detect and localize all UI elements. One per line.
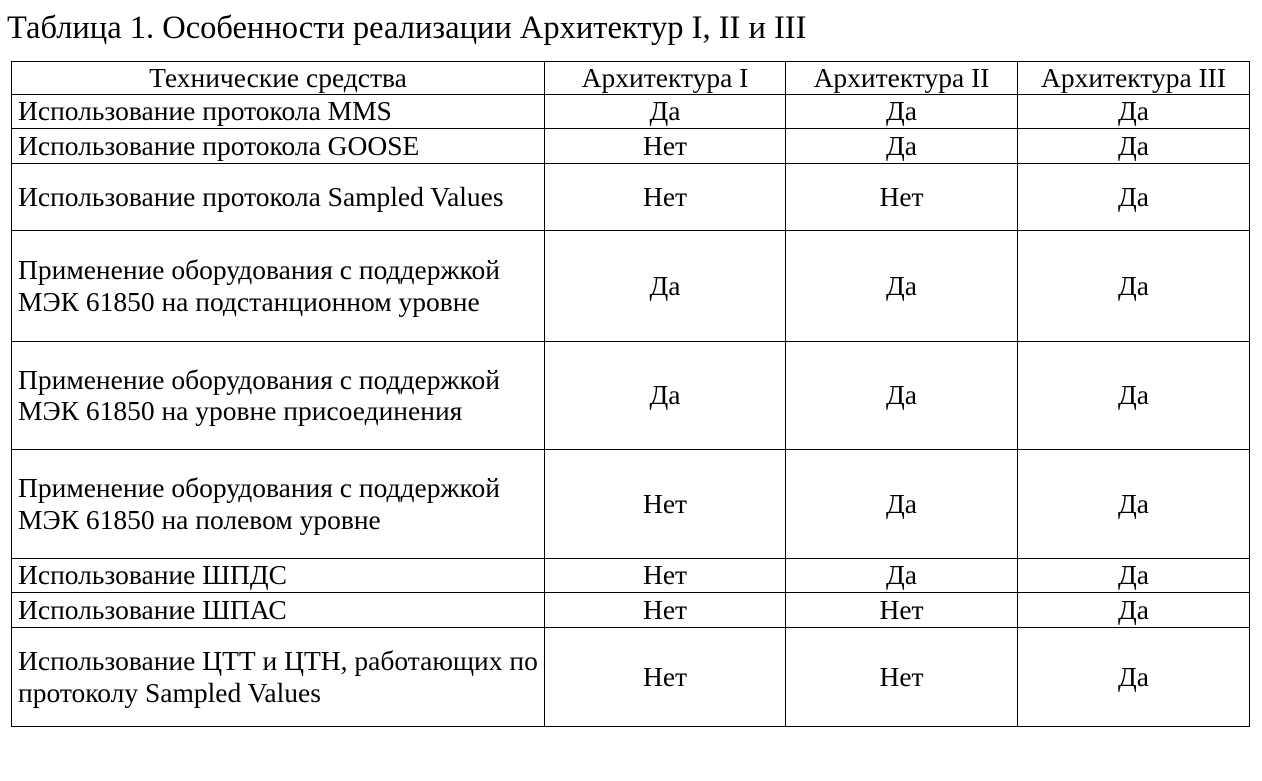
value-cell: Да [1018,341,1250,449]
value-cell: Да [1018,128,1250,163]
architecture-features-table [11,61,1250,727]
table-row [12,128,1250,163]
table-row [12,449,1250,558]
value-cell: Нет [545,449,786,558]
value-cell: Да [786,558,1018,592]
table-header-row [12,62,1250,95]
value-cell: Да [1018,627,1250,726]
table-caption: Таблица 1. Особенности реализации Архитектур I, II и III [7,10,807,46]
value-cell: Да [1018,449,1250,558]
table-row [12,230,1250,341]
value-cell: Нет [786,592,1018,627]
table-row [12,558,1250,592]
header-architecture-1: Архитектура I [545,62,786,95]
value-cell: Да [545,341,786,449]
table-row [12,341,1250,449]
value-cell: Нет [545,592,786,627]
header-technical-means: Технические средства [12,62,545,95]
feature-cell: Применение оборудования с поддержкой МЭК 61850 на уровне присоединения [12,341,545,449]
feature-cell: Использование протокола Sampled Values [12,163,545,230]
value-cell: Нет [545,163,786,230]
value-cell: Да [786,341,1018,449]
value-cell: Да [545,230,786,341]
table-row [12,592,1250,627]
value-cell: Да [786,449,1018,558]
value-cell: Да [1018,592,1250,627]
feature-cell: Использование ШПАС [12,592,545,627]
value-cell: Да [786,94,1018,128]
value-cell: Да [1018,163,1250,230]
header-architecture-2: Архитектура II [786,62,1018,95]
value-cell: Нет [786,163,1018,230]
value-cell: Нет [545,128,786,163]
feature-cell: Использование протокола MMS [12,94,545,128]
feature-cell: Применение оборудования с поддержкой МЭК 61850 на подстанционном уровне [12,230,545,341]
value-cell: Нет [545,558,786,592]
table-row [12,94,1250,128]
feature-cell: Использование ЦТТ и ЦТН, работающих по протоколу Sampled Values [12,627,545,726]
value-cell: Да [786,230,1018,341]
value-cell: Да [545,94,786,128]
feature-cell: Применение оборудования с поддержкой МЭК 61850 на полевом уровне [12,449,545,558]
value-cell: Да [1018,94,1250,128]
value-cell: Нет [786,627,1018,726]
table-row [12,163,1250,230]
feature-cell: Использование ШПДС [12,558,545,592]
header-architecture-3: Архитектура III [1018,62,1250,95]
value-cell: Нет [545,627,786,726]
feature-cell: Использование протокола GOOSE [12,128,545,163]
value-cell: Да [1018,230,1250,341]
value-cell: Да [786,128,1018,163]
table-row [12,627,1250,726]
value-cell: Да [1018,558,1250,592]
